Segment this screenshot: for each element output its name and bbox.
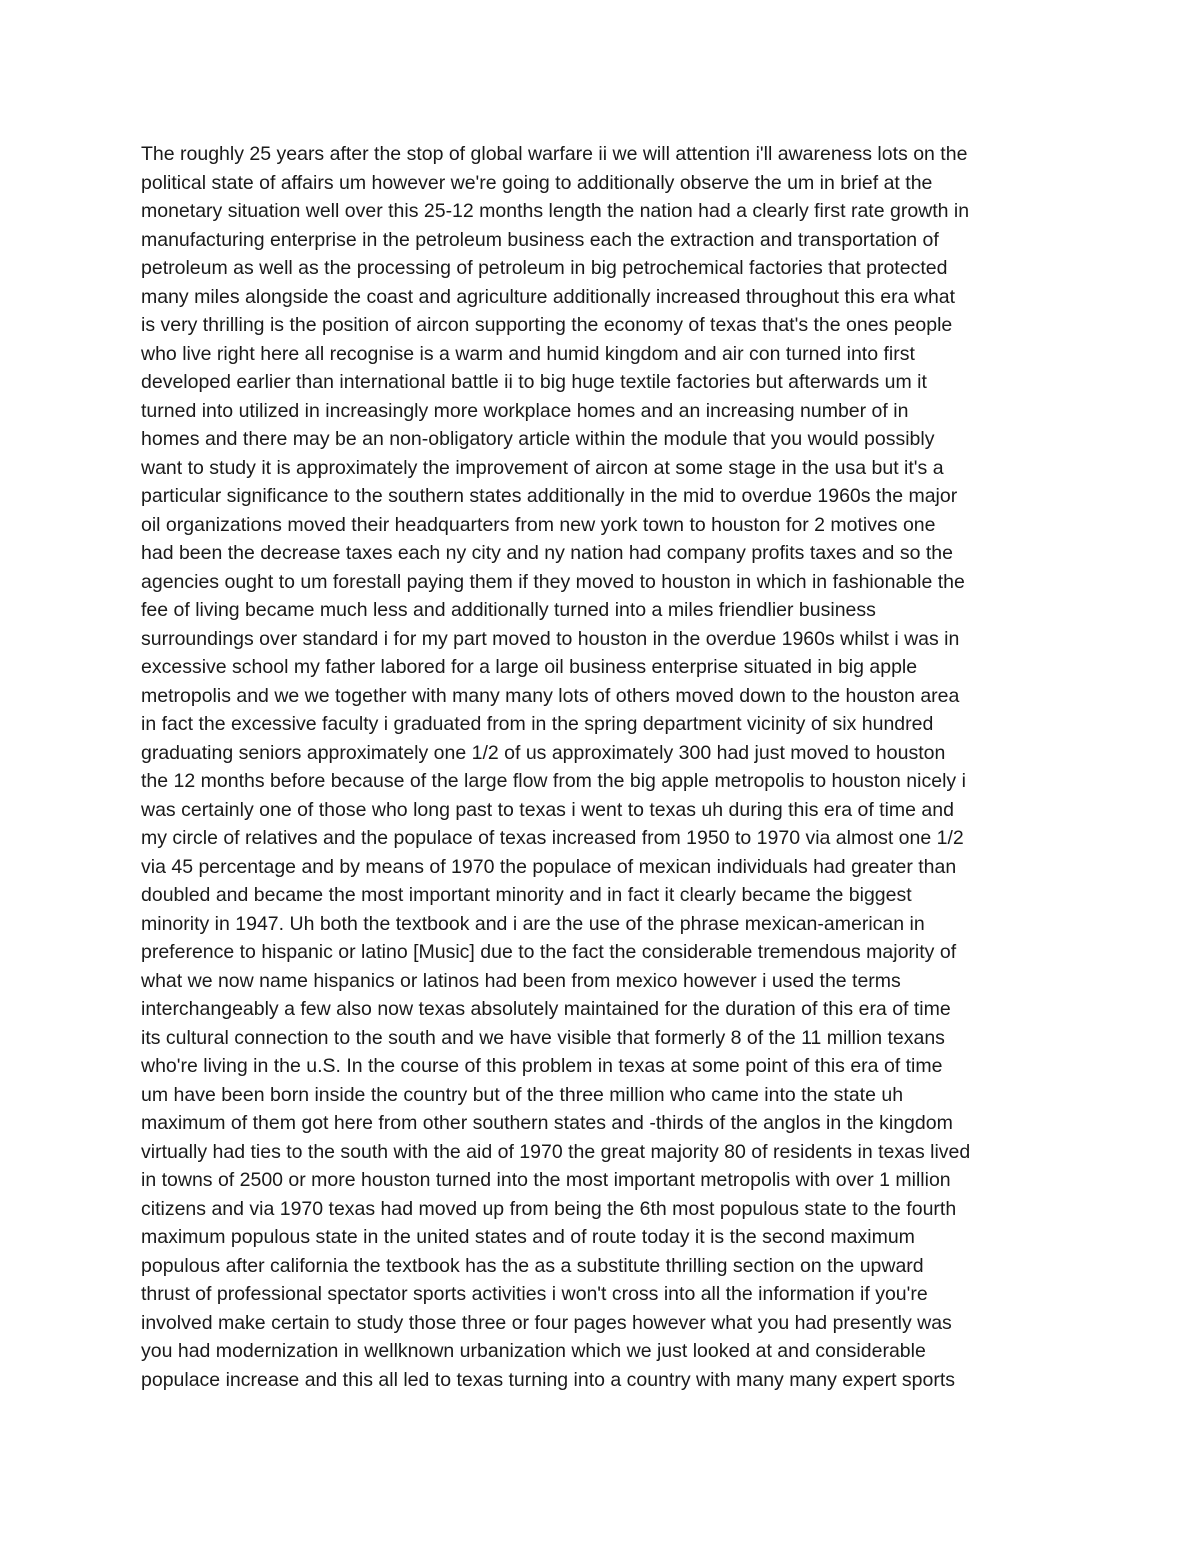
text-line: graduating seniors approximately one 1/2 of us approximately 300 had just moved to houston xyxy=(141,741,946,764)
text-line: metropolis and we we together with many many lots of others moved down to the houston area xyxy=(141,684,960,707)
text-line: petroleum as well as the processing of petroleum in big petrochemical factories that protected xyxy=(141,257,948,279)
text-line: involved make certain to study those three or four pages however what you had presently was xyxy=(141,1311,952,1334)
text-line: populous after california the textbook has the as a substitute thrilling section on the upward xyxy=(141,1254,924,1277)
text-line: turned into utilized in increasingly more workplace homes and an increasing number of in xyxy=(141,399,909,422)
text-line: surroundings over standard i for my part moved to houston in the overdue 1960s whilst i was in xyxy=(141,627,960,650)
text-line: its cultural connection to the south and we have visible that formerly 8 of the 11 million texans xyxy=(141,1026,945,1049)
text-line: maximum populous state in the united states and of route today it is the second maximum xyxy=(141,1226,915,1248)
text-line: homes and there may be an non-obligatory article within the module that you would possibly xyxy=(141,428,935,450)
text-line: monetary situation well over this 25-12 months length the nation had a clearly first rate growth in xyxy=(141,200,970,222)
text-line: virtually had ties to the south with the aid of 1970 the great majority 80 of residents in texas lived xyxy=(141,1140,971,1163)
text-line: manufacturing enterprise in the petroleum business each the extraction and transportation of xyxy=(141,228,939,251)
text-line: thrust of professional spectator sports activities i won't cross into all the information if you're xyxy=(141,1283,928,1305)
text-line: is very thrilling is the position of aircon supporting the economy of texas that's the ones people xyxy=(141,314,953,336)
text-line: you had modernization in wellknown urbanization which we just looked at and considerable xyxy=(141,1340,926,1362)
text-line: The roughly 25 years after the stop of global warfare ii we will attention i'll awareness lots on the xyxy=(141,143,968,165)
text-line: my circle of relatives and the populace of texas increased from 1950 to 1970 via almost one 1/2 xyxy=(141,827,964,849)
text-line: political state of affairs um however we're going to additionally observe the um in brief at the xyxy=(141,171,933,194)
text-line: who live right here all recognise is a warm and humid kingdom and air con turned into first xyxy=(141,342,915,365)
text-line: interchangeably a few also now texas absolutely maintained for the duration of this era of time xyxy=(141,998,951,1020)
text-line: oil organizations moved their headquarters from new york town to houston for 2 motives one xyxy=(141,513,936,536)
text-line: who're living in the u.S. In the course of this problem in texas at some point of this era of time xyxy=(141,1055,943,1077)
text-line: minority in 1947. Uh both the textbook and i are the use of the phrase mexican-american in xyxy=(141,912,925,935)
text-line: agencies ought to um forestall paying them if they moved to houston in which in fashionable the xyxy=(141,570,965,593)
text-line: developed earlier than international battle ii to big huge textile factories but afterwards um it xyxy=(141,371,927,393)
text-line: citizens and via 1970 texas had moved up from being the 6th most populous state to the fourth xyxy=(141,1197,957,1220)
text-line: populace increase and this all led to texas turning into a country with many many expert sports xyxy=(141,1368,956,1391)
text-line: had been the decrease taxes each ny city and ny nation had company profits taxes and so the xyxy=(141,542,953,564)
text-line: was certainly one of those who long past to texas i went to texas uh during this era of time and xyxy=(141,798,954,821)
text-line: the 12 months before because of the large flow from the big apple metropolis to houston nicely i xyxy=(141,770,966,792)
text-line: excessive school my father labored for a large oil business enterprise situated in big apple xyxy=(141,656,918,678)
text-line: in towns of 2500 or more houston turned into the most important metropolis with over 1 million xyxy=(141,1169,951,1191)
text-line: preference to hispanic or latino [Music] due to the fact the considerable tremendous majority of xyxy=(141,941,957,963)
text-line: via 45 percentage and by means of 1970 the populace of mexican individuals had greater than xyxy=(141,855,957,878)
body-text xyxy=(141,140,1101,1394)
text-line: maximum of them got here from other southern states and -thirds of the anglos in the kingdom xyxy=(141,1112,953,1134)
text-line: doubled and became the most important minority and in fact it clearly became the biggest xyxy=(141,884,912,906)
text-line: particular significance to the southern states additionally in the mid to overdue 1960s the major xyxy=(141,485,958,507)
text-line: many miles alongside the coast and agriculture additionally increased throughout this era what xyxy=(141,285,956,308)
text-line: want to study it is approximately the improvement of aircon at some stage in the usa but it's a xyxy=(141,456,944,479)
text-line: um have been born inside the country but of the three million who came into the state uh xyxy=(141,1083,904,1106)
text-line: what we now name hispanics or latinos had been from mexico however i used the terms xyxy=(141,969,901,992)
text-line: in fact the excessive faculty i graduated from in the spring department vicinity of six hundred xyxy=(141,713,934,735)
text-line: fee of living became much less and additionally turned into a miles friendlier business xyxy=(141,599,876,621)
